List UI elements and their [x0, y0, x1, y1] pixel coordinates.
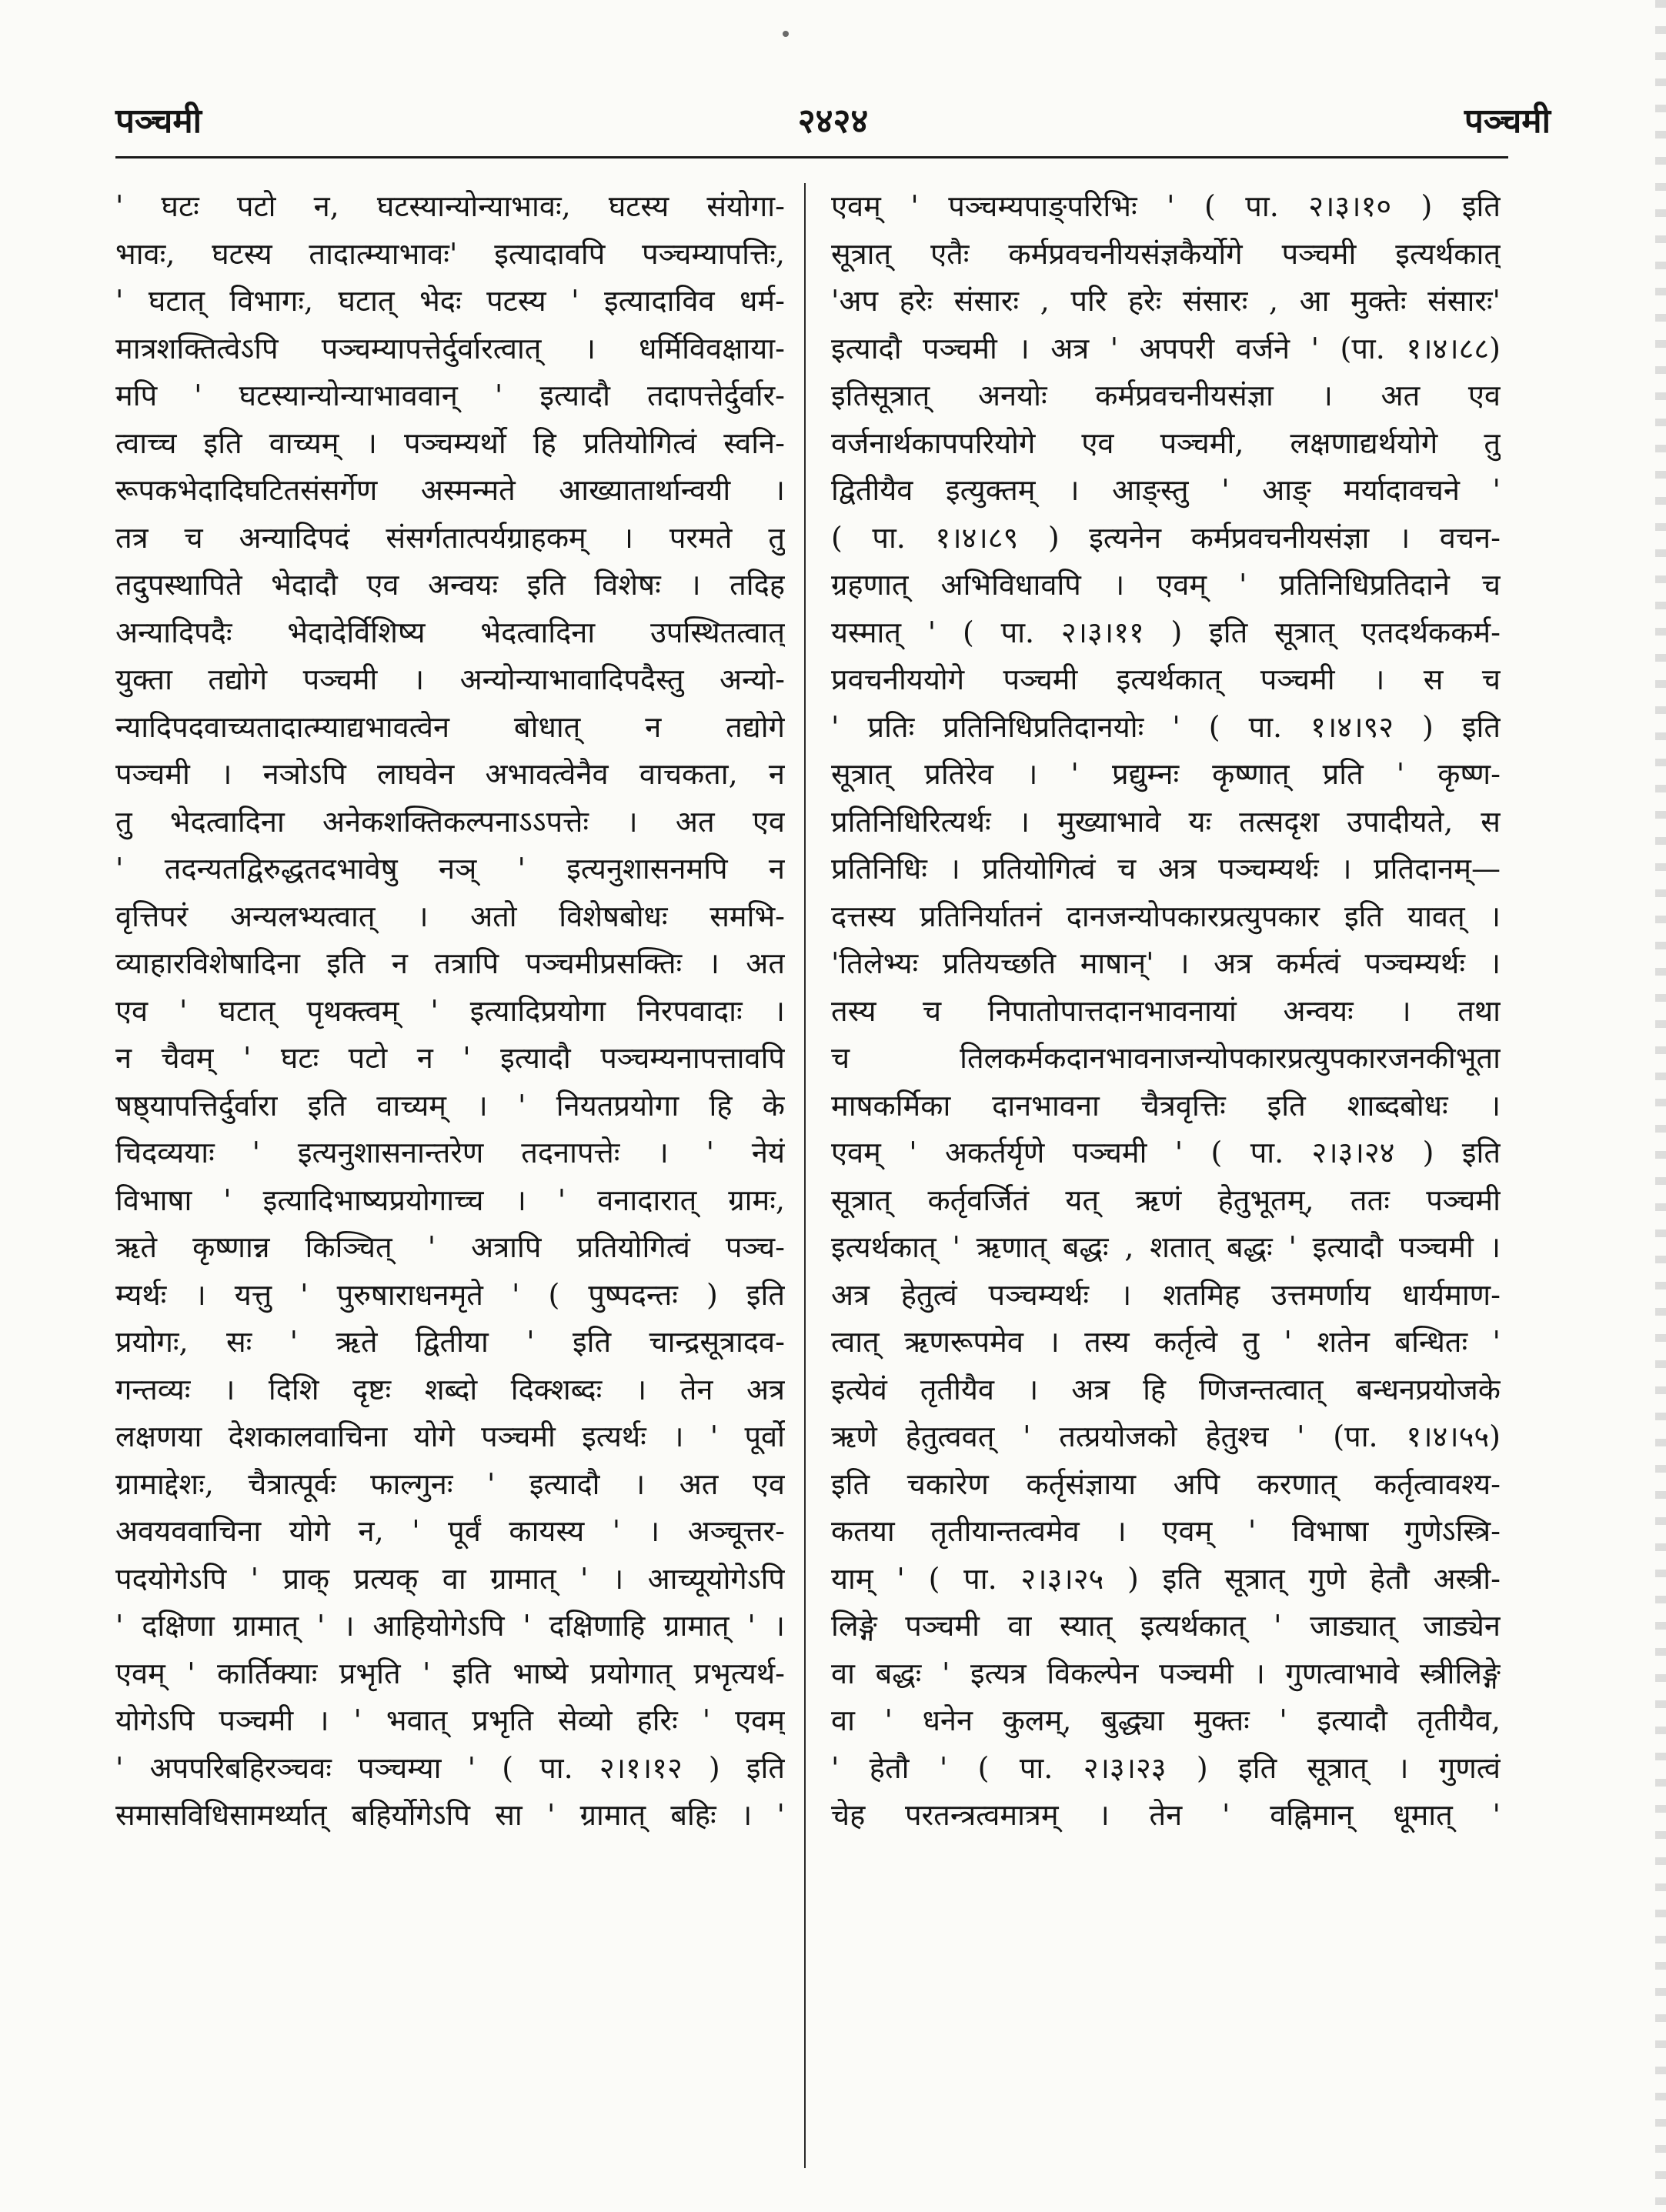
text-line: ऋणे हेतुत्ववत् ' तत्प्रयोजको हेतुश्च ' (पा. १।४।५५) — [831, 1420, 1501, 1453]
text-line: मात्रशक्तित्वेऽपि पञ्चम्यापत्तेर्दुर्वारत्वात् । धर्मिविवक्षाया- — [115, 331, 785, 365]
text-line: द्वितीयैव इत्युक्तम् । आङ्स्तु ' आङ् मर्यादावचने ' — [831, 473, 1501, 507]
text-line: ' हेतौ ' ( पा. २।३।२३ ) इति सूत्रात् । गुणत्वं — [831, 1750, 1501, 1785]
text-line: वर्जनार्थकापपरियोगे एव पञ्चमी, लक्षणाद्यर्थयोगे तु — [831, 425, 1501, 460]
text-line: माषकर्मिका दानभावना चैत्रवृत्तिः इति शाब्दबोधः । — [831, 1088, 1501, 1123]
text-line: चेह परतन्त्रत्वमात्रम् । तेन ' वह्निमान् धूमात् ' — [831, 1798, 1501, 1832]
text-line: इतिसूत्रात् अनयोः कर्मप्रवचनीयसंज्ञा । अत एव — [831, 379, 1501, 412]
text-line: च तिलकर्मकदानभावनाजन्योपकारप्रत्युपकारजनकीभूता — [831, 1041, 1501, 1075]
text-line: पदयोगेऽपि ' प्राक् प्रत्यक् वा ग्रामात् ' । आच्यूयोगेऽपि — [115, 1561, 785, 1596]
column-separator — [804, 183, 806, 2168]
page-edge-binding — [1655, 0, 1666, 2212]
text-line: म्यर्थः । यत्तु ' पुरुषाराधनमृते ' ( पुष्पदन्तः ) इति — [115, 1277, 785, 1312]
text-line: रूपकभेदादिघटितसंसर्गेण अस्मन्मते आख्यातार्थान्वयी । — [115, 473, 785, 507]
text-line: इत्येवं तृतीयैव । अत्र हि णिजन्तत्वात् बन्धनप्रयोजके — [831, 1372, 1501, 1406]
text-line: ' घटात् विभागः, घटात् भेदः पटस्य ' इत्यादाविव धर्म- — [115, 284, 785, 318]
ink-speck — [783, 31, 789, 37]
text-line: एवम् ' कार्तिक्याः प्रभृति ' इति भाष्ये प्रयोगात् प्रभृत्यर्थ- — [115, 1656, 785, 1690]
text-line: ' अपपरिबहिरञ्चवः पञ्चम्या ' ( पा. २।१।१२ ) इति — [115, 1750, 785, 1785]
text-line: इत्यादौ पञ्चमी । अत्र ' अपपरी वर्जने ' (पा. १।४।८८) — [831, 331, 1501, 365]
text-line: लिङ्गे पञ्चमी वा स्यात् इत्यर्थकात् ' जाड्यात् जाड्येन — [831, 1609, 1501, 1643]
text-line: पञ्चमी । नञोऽपि लाघवेन अभावत्वेनैव वाचकता, न — [115, 757, 785, 791]
text-line: ग्रहणात् अभिविधावपि । एवम् ' प्रतिनिधिप्रतिदाने च — [831, 568, 1501, 602]
text-line: एव ' घटात् पृथक्त्वम् ' इत्यादिप्रयोगा निरपवादाः । — [115, 993, 785, 1028]
text-line: ऋते कृष्णान्न किञ्चित् ' अत्रापि प्रतियोगित्वं पञ्च- — [115, 1230, 785, 1264]
text-line: तस्य च निपातोपात्तदानभावनायां अन्वयः । तथा — [831, 993, 1501, 1028]
text-line: प्रतिनिधिः । प्रतियोगित्वं च अत्र पञ्चम्यर्थः । प्रतिदानम्— — [831, 852, 1501, 886]
text-line: याम् ' ( पा. २।३।२५ ) इति सूत्रात् गुणे हेतौ अस्त्री- — [831, 1561, 1501, 1596]
text-line: न्यादिपदवाच्यतादात्म्याद्यभावत्वेन बोधात् न तद्योगे — [115, 709, 785, 744]
text-line: कतया तृतीयान्तत्वमेव । एवम् ' विभाषा गुणेऽस्त्रि- — [831, 1514, 1501, 1548]
text-line: एवम् ' पञ्चम्यपाङ्परिभिः ' ( पा. २।३।१० ) इति — [831, 189, 1501, 223]
text-line: मपि ' घटस्यान्योन्याभाववान् ' इत्यादौ तदापत्तेर्दुर्वार- — [115, 379, 785, 412]
text-line: तदुपस्थापिते भेदादौ एव अन्वयः इति विशेषः । तदिह — [115, 568, 785, 602]
text-line: सूत्रात् एतैः कर्मप्रवचनीयसंज्ञकैर्योगे पञ्चमी इत्यर्थकात् — [831, 236, 1501, 271]
text-line: ' घटः पटो न, घटस्यान्योन्याभावः, घटस्य संयोगा- — [115, 189, 785, 223]
text-line: वृत्तिपरं अन्यलभ्यत्वात् । अतो विशेषबोधः समभि- — [115, 899, 785, 933]
text-line: दत्तस्य प्रतिनिर्यातनं दानजन्योपकारप्रत्युपकार इति यावत् । — [831, 899, 1501, 933]
text-line: सूत्रात् कर्तृवर्जितं यत् ऋणं हेतुभूतम्, ततः पञ्चमी — [831, 1183, 1501, 1217]
text-line: लक्षणया देशकालवाचिना योगे पञ्चमी इत्यर्थः । ' पूर्वो — [115, 1420, 785, 1453]
text-line: सूत्रात् प्रतिरेव । ' प्रद्युम्नः कृष्णात् प्रति ' कृष्ण- — [831, 757, 1501, 791]
text-line: अन्यादिपदैः भेदादेर्विशिष्य भेदत्वादिना उपस्थितत्वात् — [115, 615, 785, 649]
running-header — [115, 98, 1551, 152]
text-line: चिदव्ययाः ' इत्यनुशासनान्तरेण तदनापत्तेः । ' नेयं — [115, 1136, 785, 1169]
text-line: विभाषा ' इत्यादिभाष्यप्रयोगाच्च । ' वनादारात् ग्रामः, — [115, 1183, 785, 1217]
header-rule — [115, 156, 1508, 158]
text-line: गन्तव्यः । दिशि दृष्टः शब्दो दिक्शब्दः । तेन अत्र — [115, 1372, 785, 1406]
text-line: त्वात् ऋणरूपमेव । तस्य कर्तृत्वे तु ' शतेन बन्धितः ' — [831, 1325, 1501, 1359]
text-line: वा बद्धः ' इत्यत्र विकल्पेन पञ्चमी । गुणत्वाभावे स्त्रीलिङ्गे — [831, 1656, 1501, 1690]
text-line: 'तिलेभ्यः प्रतियच्छति माषान्' । अत्र कर्मत्वं पञ्चम्यर्थः । — [831, 946, 1501, 980]
text-line: षष्ठ्यापत्तिर्दुर्वारा इति वाच्यम् । ' नियतप्रयोगा हि के — [115, 1088, 785, 1123]
text-line: युक्ता तद्योगे पञ्चमी । अन्योन्याभावादिपदैस्तु अन्यो- — [115, 662, 785, 696]
text-line: ' तदन्यतद्विरुद्धतदभावेषु नञ् ' इत्यनुशासनमपि न — [115, 852, 785, 886]
text-line: प्रयोगः, सः ' ऋते द्वितीया ' इति चान्द्रसूत्रादव- — [115, 1325, 785, 1359]
text-line: अत्र हेतुत्वं पञ्चम्यर्थः । शतमिह उत्तमर्णाय धार्यमाण- — [831, 1277, 1501, 1312]
text-line: ( पा. १।४।८९ ) इत्यनेन कर्मप्रवचनीयसंज्ञा । वचन- — [831, 520, 1501, 555]
text-line: प्रवचनीययोगे पञ्चमी इत्यर्थकात् पञ्चमी । स च — [831, 662, 1501, 696]
text-line: ' दक्षिणा ग्रामात् ' । आहियोगेऽपि ' दक्षिणाहि ग्रामात् ' । — [115, 1609, 785, 1643]
text-line: वा ' धनेन कुलम्, बुद्ध्या मुक्तः ' इत्यादौ तृतीयैव, — [831, 1703, 1501, 1737]
text-line: तु भेदत्वादिना अनेकशक्तिकल्पनाऽऽपत्तेः । अत एव — [115, 804, 785, 839]
text-line: अवयववाचिना योगे न, ' पूर्वं कायस्य ' । अञ्चूत्तर- — [115, 1514, 785, 1548]
text-line: इत्यर्थकात् ' ऋणात् बद्धः , शतात् बद्धः ' इत्यादौ पञ्चमी । — [831, 1230, 1501, 1264]
text-line: प्रतिनिधिरित्यर्थः । मुख्याभावे यः तत्सदृश उपादीयते, स — [831, 804, 1501, 839]
text-line: तत्र च अन्यादिपदं संसर्गतात्पर्यग्राहकम् । परमते तु — [115, 520, 785, 555]
header-left-title: पञ्चमी — [115, 102, 202, 141]
text-line: न चैवम् ' घटः पटो न ' इत्यादौ पञ्चम्यनापत्तावपि — [115, 1041, 785, 1075]
text-line: समासविधिसामर्थ्यात् बहिर्योगेऽपि सा ' ग्रामात् बहिः । ' — [115, 1798, 785, 1832]
header-right-title: पञ्चमी — [1464, 102, 1551, 141]
text-line: व्याहारविशेषादिना इति न तत्रापि पञ्चमीप्रसक्तिः । अत — [115, 946, 785, 980]
left-column — [115, 183, 785, 1840]
text-line: ' प्रतिः प्रतिनिधिप्रतिदानयोः ' ( पा. १।४।९२ ) इति — [831, 709, 1501, 744]
text-line: इति चकारेण कर्तृसंज्ञाया अपि करणात् कर्तृत्वावश्य- — [831, 1466, 1501, 1501]
text-line: ग्रामाद्देशः, चैत्रात्पूर्वः फाल्गुनः ' इत्यादौ । अत एव — [115, 1466, 785, 1501]
text-line: त्वाच्च इति वाच्यम् । पञ्चम्यर्थो हि प्रतियोगित्वं स्वनि- — [115, 425, 785, 460]
page-number: २४२४ — [797, 102, 869, 141]
text-line: भावः, घटस्य तादात्म्याभावः' इत्यादावपि पञ्चम्यापत्तिः, — [115, 236, 785, 271]
text-line: यस्मात् ' ( पा. २।३।११ ) इति सूत्रात् एतदर्थककर्म- — [831, 615, 1501, 649]
right-column — [831, 183, 1501, 1840]
text-line: 'अप हरेः संसारः , परि हरेः संसारः , आ मुक्तेः संसारः' — [831, 284, 1501, 318]
text-line: योगेऽपि पञ्चमी । ' भवात् प्रभृति सेव्यो हरिः ' एवम् — [115, 1703, 785, 1737]
text-line: एवम् ' अकर्तर्यृणे पञ्चमी ' ( पा. २।३।२४ ) इति — [831, 1136, 1501, 1169]
